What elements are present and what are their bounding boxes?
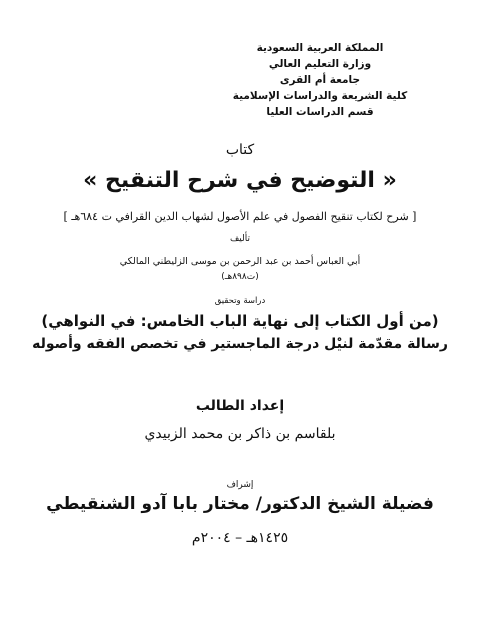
book-subtitle: [ شرح لكتاب تنقيح الفصول في علم الأصول لشهاب الدين القرافي ت ٦٨٤هـ ] bbox=[63, 210, 417, 223]
institution-header bbox=[210, 40, 430, 120]
author-death-date: (ت٨٩٨هـ) bbox=[221, 272, 259, 282]
student-name: بلقاسم بن ذاكر بن محمد الزبيدي bbox=[144, 426, 336, 442]
header-college: كلية الشريعة والدراسات الإسلامية bbox=[232, 90, 408, 102]
supervisor-name: فضيلة الشيخ الدكتور/ مختار بابا آدو الشنقيطي bbox=[46, 494, 434, 514]
thesis-statement: رسالة مقدّمة لنيْل درجة الماجستير في تخصص الفقه وأصوله bbox=[32, 336, 448, 352]
author-name: أبي العباس أحمد بن عبد الرحمن بن موسى الزليطني المالكي bbox=[119, 256, 361, 267]
header-university: جامعة أم القرى bbox=[279, 74, 361, 86]
header-department: قسم الدراسات العليا bbox=[266, 106, 374, 118]
header-ministry: وزارة التعليم العالي bbox=[268, 58, 372, 70]
book-title: « التوضيح في شرح التنقيح » bbox=[83, 168, 397, 193]
authorship-label: تأليف bbox=[229, 234, 251, 244]
thesis-date: ١٤٢٥هـ – ٢٠٠٤م bbox=[191, 530, 289, 546]
supervision-label: إشراف bbox=[226, 480, 254, 490]
header-country: المملكة العربية السعودية bbox=[256, 42, 384, 54]
prepared-by-label: إعداد الطالب bbox=[195, 398, 285, 414]
book-label: كتاب bbox=[225, 142, 255, 158]
edition-range: (من أول الكتاب إلى نهاية الباب الخامس: في النواهي) bbox=[41, 312, 439, 330]
study-label: دراسة وتحقيق bbox=[214, 296, 266, 306]
